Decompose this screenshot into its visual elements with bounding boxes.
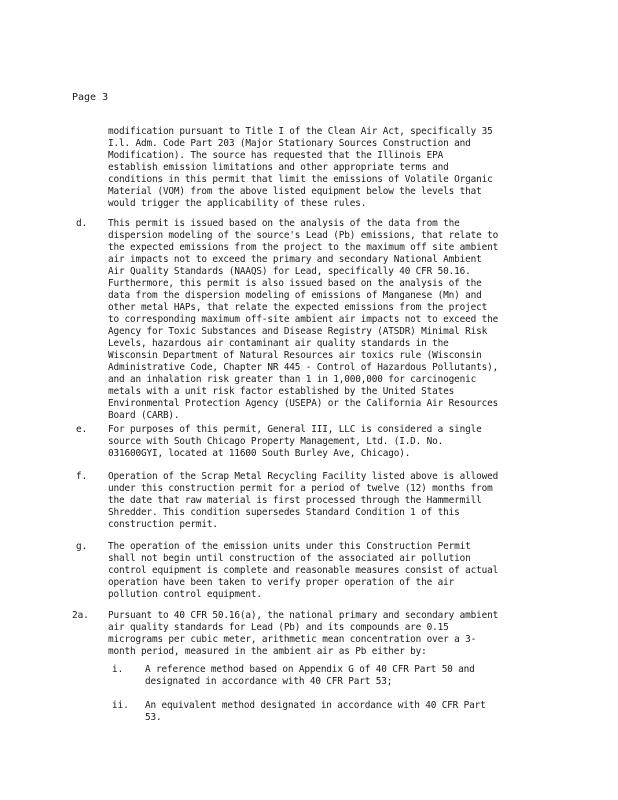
item-marker-d: d.	[76, 218, 88, 229]
text-line: pollution control equipment.	[108, 589, 262, 600]
text-line: Administrative Code, Chapter NR 445 - Control of Hazardous Pollutants),	[108, 362, 499, 373]
text-line: 53.	[145, 712, 162, 723]
text-line: 031600GYI, located at 11600 South Burley Ave, Chicago).	[108, 448, 411, 459]
text-line: and an inhalation risk greater than 1 in 1,000,000 for carcinogenic	[108, 374, 477, 385]
text-line: This permit is issued based on the analysis of the data from the	[108, 218, 460, 229]
text-line: Modification). The source has requested that the Illinois EPA	[108, 150, 444, 161]
text-line: I.l. Adm. Code Part 203 (Major Stationary Sources Construction and	[108, 138, 471, 149]
paragraph-i	[145, 664, 475, 688]
paragraph-ii	[145, 700, 486, 724]
text-line: Shredder. This condition supersedes Standard Condition 1 of this	[108, 507, 460, 518]
text-line: other metal HAPs, that relate the expected emissions from the project	[108, 302, 488, 313]
text-line: Environmental Protection Agency (USEPA) or the California Air Resources	[108, 398, 499, 409]
text-line: metals with a unit risk factor established by the United States	[108, 386, 455, 397]
paragraph-d	[108, 218, 498, 422]
text-line: Wisconsin Department of Natural Resources air toxics rule (Wisconsin	[108, 350, 482, 361]
text-line: shall not begin until construction of the associated air pollution	[108, 553, 471, 564]
text-line: under this construction permit for a period of twelve (12) months from	[108, 483, 493, 494]
item-marker-2a: 2a.	[72, 610, 89, 621]
text-line: Furthermore, this permit is also issued based on the analysis of the	[108, 278, 482, 289]
item-marker-g: g.	[76, 541, 88, 552]
text-line: air quality standards for Lead (Pb) and its compounds are 0.15	[108, 622, 449, 633]
item-marker-f: f.	[76, 471, 88, 482]
paragraph-2a	[108, 610, 498, 658]
text-line: modification pursuant to Title I of the Clean Air Act, specifically 35	[108, 126, 493, 137]
text-line: construction permit.	[108, 519, 218, 530]
paragraph-continuation	[108, 126, 493, 210]
text-line: air impacts not to exceed the primary and secondary National Ambient	[108, 254, 482, 265]
text-line: control equipment is complete and reasonable measures consist of actual	[108, 565, 499, 576]
text-line: data from the dispersion modeling of emissions of Manganese (Mn) and	[108, 290, 482, 301]
text-line: Air Quality Standards (NAAQS) for Lead, specifically 40 CFR 50.16.	[108, 266, 471, 277]
text-line: source with South Chicago Property Management, Ltd. (I.D. No.	[108, 436, 444, 447]
item-marker-ii: ii.	[112, 700, 129, 711]
text-line: month period, measured in the ambient air as Pb either by:	[108, 646, 427, 657]
paragraph-g	[108, 541, 498, 601]
text-line: conditions in this permit that limit the emissions of Volatile Organic	[108, 174, 493, 185]
item-marker-i: i.	[112, 664, 124, 675]
text-line: would trigger the applicability of these rules.	[108, 198, 367, 209]
text-line: dispersion modeling of the source's Lead (Pb) emissions, that relate to	[108, 230, 499, 241]
paragraph-f	[108, 471, 498, 531]
text-line: the expected emissions from the project to the maximum off site ambient	[108, 242, 499, 253]
text-line: For purposes of this permit, General III, LLC is considered a single	[108, 424, 482, 435]
text-line: designated in accordance with 40 CFR Part 53;	[145, 676, 393, 687]
text-line: operation have been taken to verify proper operation of the air	[108, 577, 455, 588]
text-line: Material (VOM) from the above listed equipment below the levels that	[108, 186, 482, 197]
text-line: to corresponding maximum off-site ambient air impacts not to exceed the	[108, 314, 499, 325]
text-line: Board (CARB).	[108, 410, 180, 421]
text-line: Pursuant to 40 CFR 50.16(a), the national primary and secondary ambient	[108, 610, 499, 621]
page-number: Page 3	[72, 92, 109, 103]
text-line: The operation of the emission units under this Construction Permit	[108, 541, 471, 552]
text-line: Operation of the Scrap Metal Recycling Facility listed above is allowed	[108, 471, 499, 482]
text-line: An equivalent method designated in accordance with 40 CFR Part	[145, 700, 486, 711]
text-line: the date that raw material is first processed through the Hammermill	[108, 495, 482, 506]
text-line: Agency for Toxic Substances and Disease Registry (ATSDR) Minimal Risk	[108, 326, 488, 337]
text-line: micrograms per cubic meter, arithmetic mean concentration over a 3-	[108, 634, 477, 645]
text-line: A reference method based on Appendix G of 40 CFR Part 50 and	[145, 664, 475, 675]
text-line: establish emission limitations and other appropriate terms and	[108, 162, 449, 173]
paragraph-e	[108, 424, 482, 460]
item-marker-e: e.	[76, 424, 88, 435]
text-line: Levels, hazardous air contaminant air quality standards in the	[108, 338, 449, 349]
